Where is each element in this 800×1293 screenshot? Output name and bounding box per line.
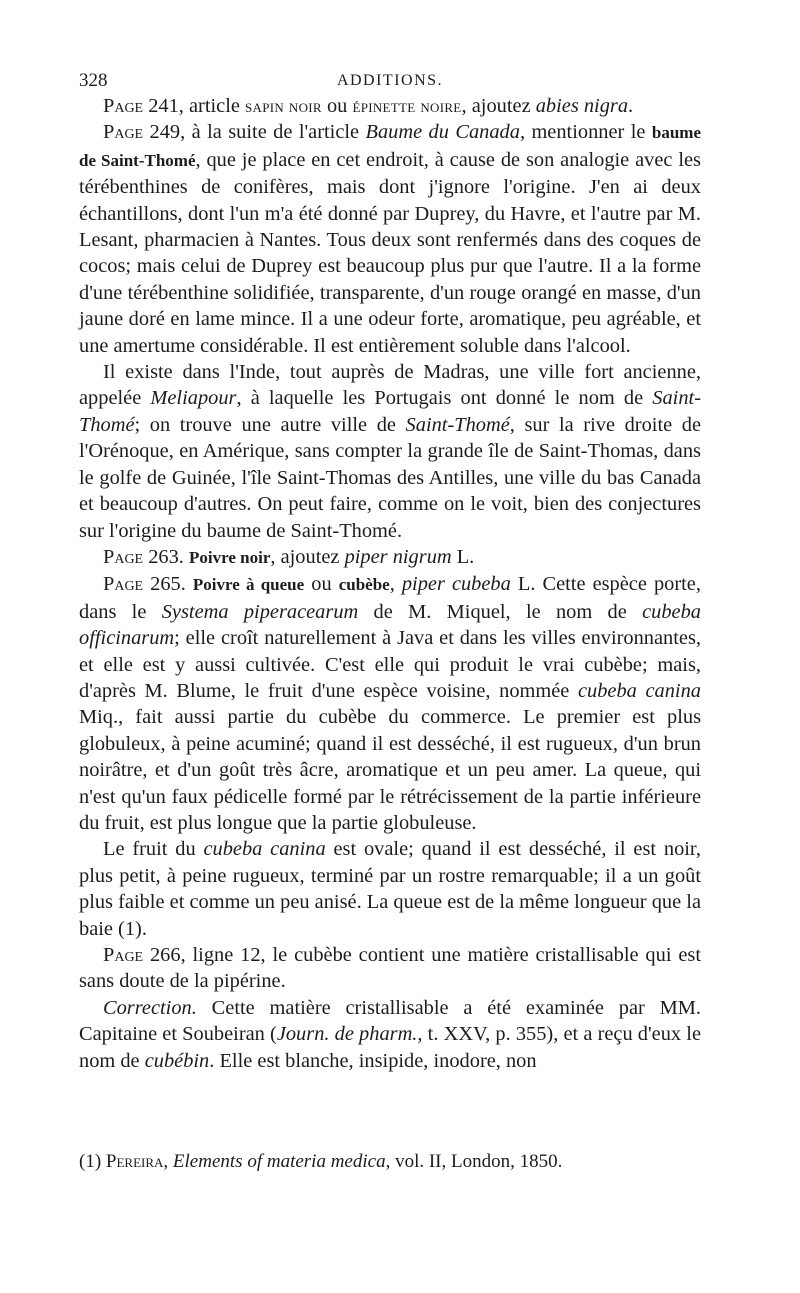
text-run: Cette matière cristallisable a été examinée par MM. Capitaine et Soubeiran ( bbox=[79, 996, 701, 1046]
text-run: , à laquelle les Portugais ont donné le nom de bbox=[236, 387, 653, 410]
paragraph-page-241 bbox=[79, 93, 701, 119]
running-head: ADDITIONS. bbox=[336, 72, 444, 89]
paragraph-correction bbox=[79, 995, 701, 1074]
paragraph-saint-thome bbox=[79, 359, 701, 544]
footnote-author: Pereira bbox=[105, 1151, 164, 1172]
text-run: Miq., fait aussi partie du cubèbe du commerce. Le premier est plus globuleux, à peine acuminé; quand il est desséché, il est rugueux, d'un brun noirâtre, et d'un goût très âcre, aromatique et un peu amer. La queue, qui n'est qu'un faux pédicelle formé par le rétrécissement de la partie inférieure du fruit, est plus longue que la partie globuleuse. bbox=[79, 706, 701, 834]
text-run: , que je place en cet endroit, à cause de son analogie avec les térébenthines de conifères, mais dont j'ignore l'origine. J'en ai deux échantillons, dont l'un m'a été donné par Duprey, du Havre, et l'autre par M. Lesant, pharmacien à Nantes. Tous deux sont renfermés dans des coques de cocos; mais celui de Duprey est beaucoup plus pur que l'autre. Il a la forme d'une térébenthine solidifiée, transparente, d'un rouge orangé en masse, d'un jaune doré en lame mince. Il a une odeur forte, aromatique, peu agréable, et une amertume considérable. Il est entièrement soluble dans l'alcool. bbox=[79, 148, 701, 357]
article-title: Baume du Canada bbox=[365, 121, 520, 144]
page-reference: Page 263. bbox=[103, 545, 184, 568]
text-run: ; elle croît naturellement à Java et dans les villes environnantes, et elle est y aussi cultivée. C'est elle qui produit le vrai cubèbe; mais, d'après M. Blume, le fruit d'une espèce voisine, nommée bbox=[79, 627, 701, 702]
latin-name: abies nigra bbox=[535, 95, 629, 117]
footnote bbox=[79, 1150, 701, 1174]
text-run: L. Cette espèce porte, dans le bbox=[79, 573, 701, 623]
text-run: Il existe dans l'Inde, tout auprès de Madras, une ville fort ancienne, appelée bbox=[79, 361, 701, 410]
text-run: , article bbox=[178, 95, 246, 117]
paragraph-cubeba-canina bbox=[79, 836, 701, 942]
latin-name: cubeba officinarum bbox=[79, 600, 701, 650]
paragraph-page-249 bbox=[79, 119, 701, 359]
text-run: , vol. II, London, 1850. bbox=[385, 1151, 563, 1172]
latin-name: cubeba canina bbox=[203, 838, 326, 861]
place-name: Saint-Thomé bbox=[79, 387, 701, 436]
paragraph-page-265 bbox=[79, 571, 701, 836]
page-reference: Page 265. bbox=[103, 573, 186, 596]
term: Poivre noir bbox=[189, 547, 271, 567]
text-run: , bbox=[389, 573, 402, 596]
latin-name: piper nigrum bbox=[344, 545, 452, 568]
page-reference: Page 266 bbox=[103, 944, 181, 966]
text-run: est ovale; quand il est desséché, il est noir, plus petit, à peine rugueux, terminé par un rostre remarquable; il a un goût plus faible et comme un peu anisé. La queue est de la même longueur que la baie (1). bbox=[79, 838, 701, 940]
text-run: ou bbox=[304, 573, 339, 596]
body-text bbox=[79, 93, 701, 1074]
text-run: ; on trouve une autre ville de bbox=[134, 413, 406, 436]
text-run: , ajoutez bbox=[461, 95, 536, 117]
compound-name: cubébin bbox=[144, 1049, 210, 1072]
text-run: . Elle est blanche, insipide, inodore, non bbox=[209, 1049, 537, 1072]
latin-name: piper cubeba bbox=[401, 573, 511, 596]
text-run: , ajoutez bbox=[270, 545, 345, 568]
place-name: Meliapour bbox=[150, 387, 237, 410]
page-reference: Page 249 bbox=[103, 121, 181, 144]
text-run: , t. XXV, p. 355), et a reçu d'eux le nom de bbox=[79, 1023, 701, 1072]
text-run: , mentionner le bbox=[519, 121, 652, 144]
latin-name: cubeba canina bbox=[577, 679, 701, 702]
term: Poivre à queue bbox=[192, 575, 305, 595]
term: épinette noire bbox=[352, 96, 462, 116]
text-run: Le fruit du bbox=[103, 838, 204, 861]
term: baume de Saint-Thomé bbox=[79, 123, 701, 170]
correction-label: Correction. bbox=[103, 996, 197, 1019]
work-title: Systema piperacearum bbox=[161, 600, 359, 623]
text-run: , bbox=[163, 1151, 173, 1172]
page-reference: Page 241 bbox=[103, 95, 179, 117]
term: cubèbe bbox=[338, 575, 390, 595]
text-run: , ligne 12, le cubèbe contient une matière cristallisable qui est sans doute de la pipérine. bbox=[79, 944, 702, 993]
paragraph-page-266 bbox=[79, 942, 701, 995]
text-run: , sur la rive droite de l'Orénoque, en Amérique, sans compter la grande île de Saint-Thomas, dans le golfe de Guinée, l'île Saint-Thomas des Antilles, une ville du bas Canada et beaucoup d'autres. On peut faire, comme on le voit, bien des conjectures sur l'origine du baume de Saint-Thomé. bbox=[79, 413, 702, 542]
paragraph-page-263 bbox=[79, 544, 701, 571]
journal-title: Journ. de pharm. bbox=[276, 1023, 418, 1046]
footnote-title: Elements of materia medica bbox=[172, 1151, 386, 1172]
text-run: de M. Miquel, le nom de bbox=[358, 600, 643, 623]
text-run: . bbox=[628, 95, 634, 117]
text-run: L. bbox=[451, 545, 475, 568]
page-number: 328 bbox=[79, 70, 108, 91]
footnote-marker: (1) bbox=[79, 1151, 106, 1172]
text-run: ou bbox=[321, 95, 353, 117]
page-header bbox=[79, 70, 701, 94]
text-run: , à la suite de l'article bbox=[180, 121, 366, 144]
place-name: Saint-Thomé bbox=[405, 413, 510, 436]
term: sapin noir bbox=[245, 96, 322, 116]
